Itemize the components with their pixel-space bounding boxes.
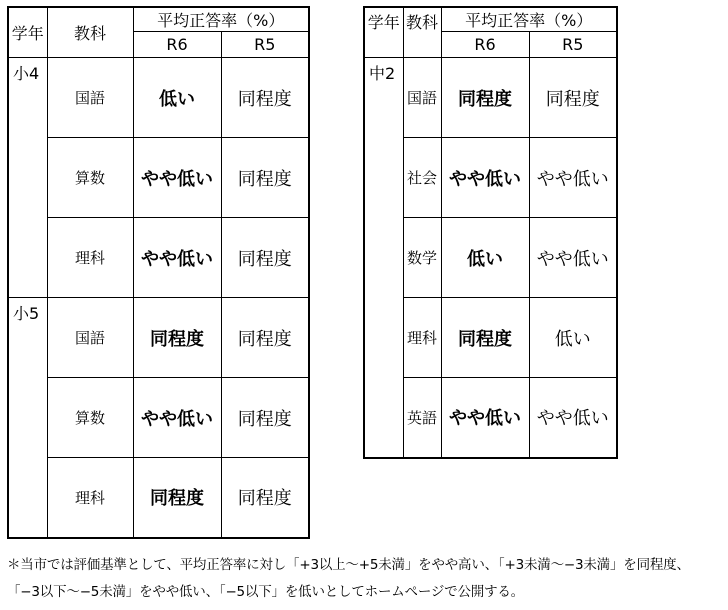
r5-cell: 同程度 xyxy=(221,58,309,138)
table-row xyxy=(8,58,309,138)
table-row xyxy=(8,378,309,458)
grade-label: 中2 xyxy=(364,58,403,458)
r6-cell: やや低い xyxy=(133,378,221,458)
r5-cell: やや低い xyxy=(529,138,617,218)
subject-cell: 国語 xyxy=(403,58,441,138)
header-subject: 教科 xyxy=(47,7,133,58)
subject-cell: 理科 xyxy=(47,458,133,538)
subject-cell: 算数 xyxy=(47,378,133,458)
subject-cell: 社会 xyxy=(403,138,441,218)
r6-cell: やや低い xyxy=(441,138,529,218)
r5-cell: 同程度 xyxy=(221,218,309,298)
header-rate: 平均正答率（%） xyxy=(441,7,617,32)
r5-cell: やや低い xyxy=(529,218,617,298)
footnote-line-1: ＊当市では評価基準として、平均正答率に対し「+3以上～+5未満」をやや高い、「+3未満～−3未満」を同程度、 xyxy=(7,557,690,573)
r5-cell: 低い xyxy=(529,298,617,378)
subject-cell: 数学 xyxy=(403,218,441,298)
table-row xyxy=(8,138,309,218)
subject-cell: 理科 xyxy=(47,218,133,298)
header-subject: 教科 xyxy=(403,7,441,58)
r6-cell: 低い xyxy=(441,218,529,298)
header-r5: R5 xyxy=(221,32,309,58)
r6-cell: 同程度 xyxy=(441,58,529,138)
r5-cell: 同程度 xyxy=(529,58,617,138)
subject-cell: 国語 xyxy=(47,298,133,378)
header-grade: 学年 xyxy=(8,7,47,58)
table-row xyxy=(8,298,309,378)
r5-cell: 同程度 xyxy=(221,378,309,458)
table-row xyxy=(8,218,309,298)
header-grade: 学年 xyxy=(364,7,403,58)
r5-cell: 同程度 xyxy=(221,298,309,378)
r6-cell: やや低い xyxy=(133,138,221,218)
header-r6: R6 xyxy=(133,32,221,58)
r5-cell: 同程度 xyxy=(221,458,309,538)
subject-cell: 算数 xyxy=(47,138,133,218)
header-r6: R6 xyxy=(441,32,529,58)
r6-cell: 同程度 xyxy=(133,458,221,538)
r6-cell: やや低い xyxy=(133,218,221,298)
r6-cell: 低い xyxy=(133,58,221,138)
right-results-table xyxy=(363,6,618,459)
grade-label: 小5 xyxy=(8,298,47,538)
left-results-table xyxy=(7,6,310,539)
r6-cell: やや低い xyxy=(441,378,529,458)
header-rate: 平均正答率（%） xyxy=(133,7,309,32)
footnote-line-2: 「−3以下～−5未満」をやや低い、「−5以下」を低いとしてホームページで公開する。 xyxy=(7,584,524,600)
table-row xyxy=(8,458,309,538)
header-r5: R5 xyxy=(529,32,617,58)
subject-cell: 国語 xyxy=(47,58,133,138)
grade-label: 小4 xyxy=(8,58,47,298)
subject-cell: 理科 xyxy=(403,298,441,378)
table-row xyxy=(364,58,617,138)
r5-cell: 同程度 xyxy=(221,138,309,218)
subject-cell: 英語 xyxy=(403,378,441,458)
r6-cell: 同程度 xyxy=(441,298,529,378)
r6-cell: 同程度 xyxy=(133,298,221,378)
r5-cell: やや低い xyxy=(529,378,617,458)
